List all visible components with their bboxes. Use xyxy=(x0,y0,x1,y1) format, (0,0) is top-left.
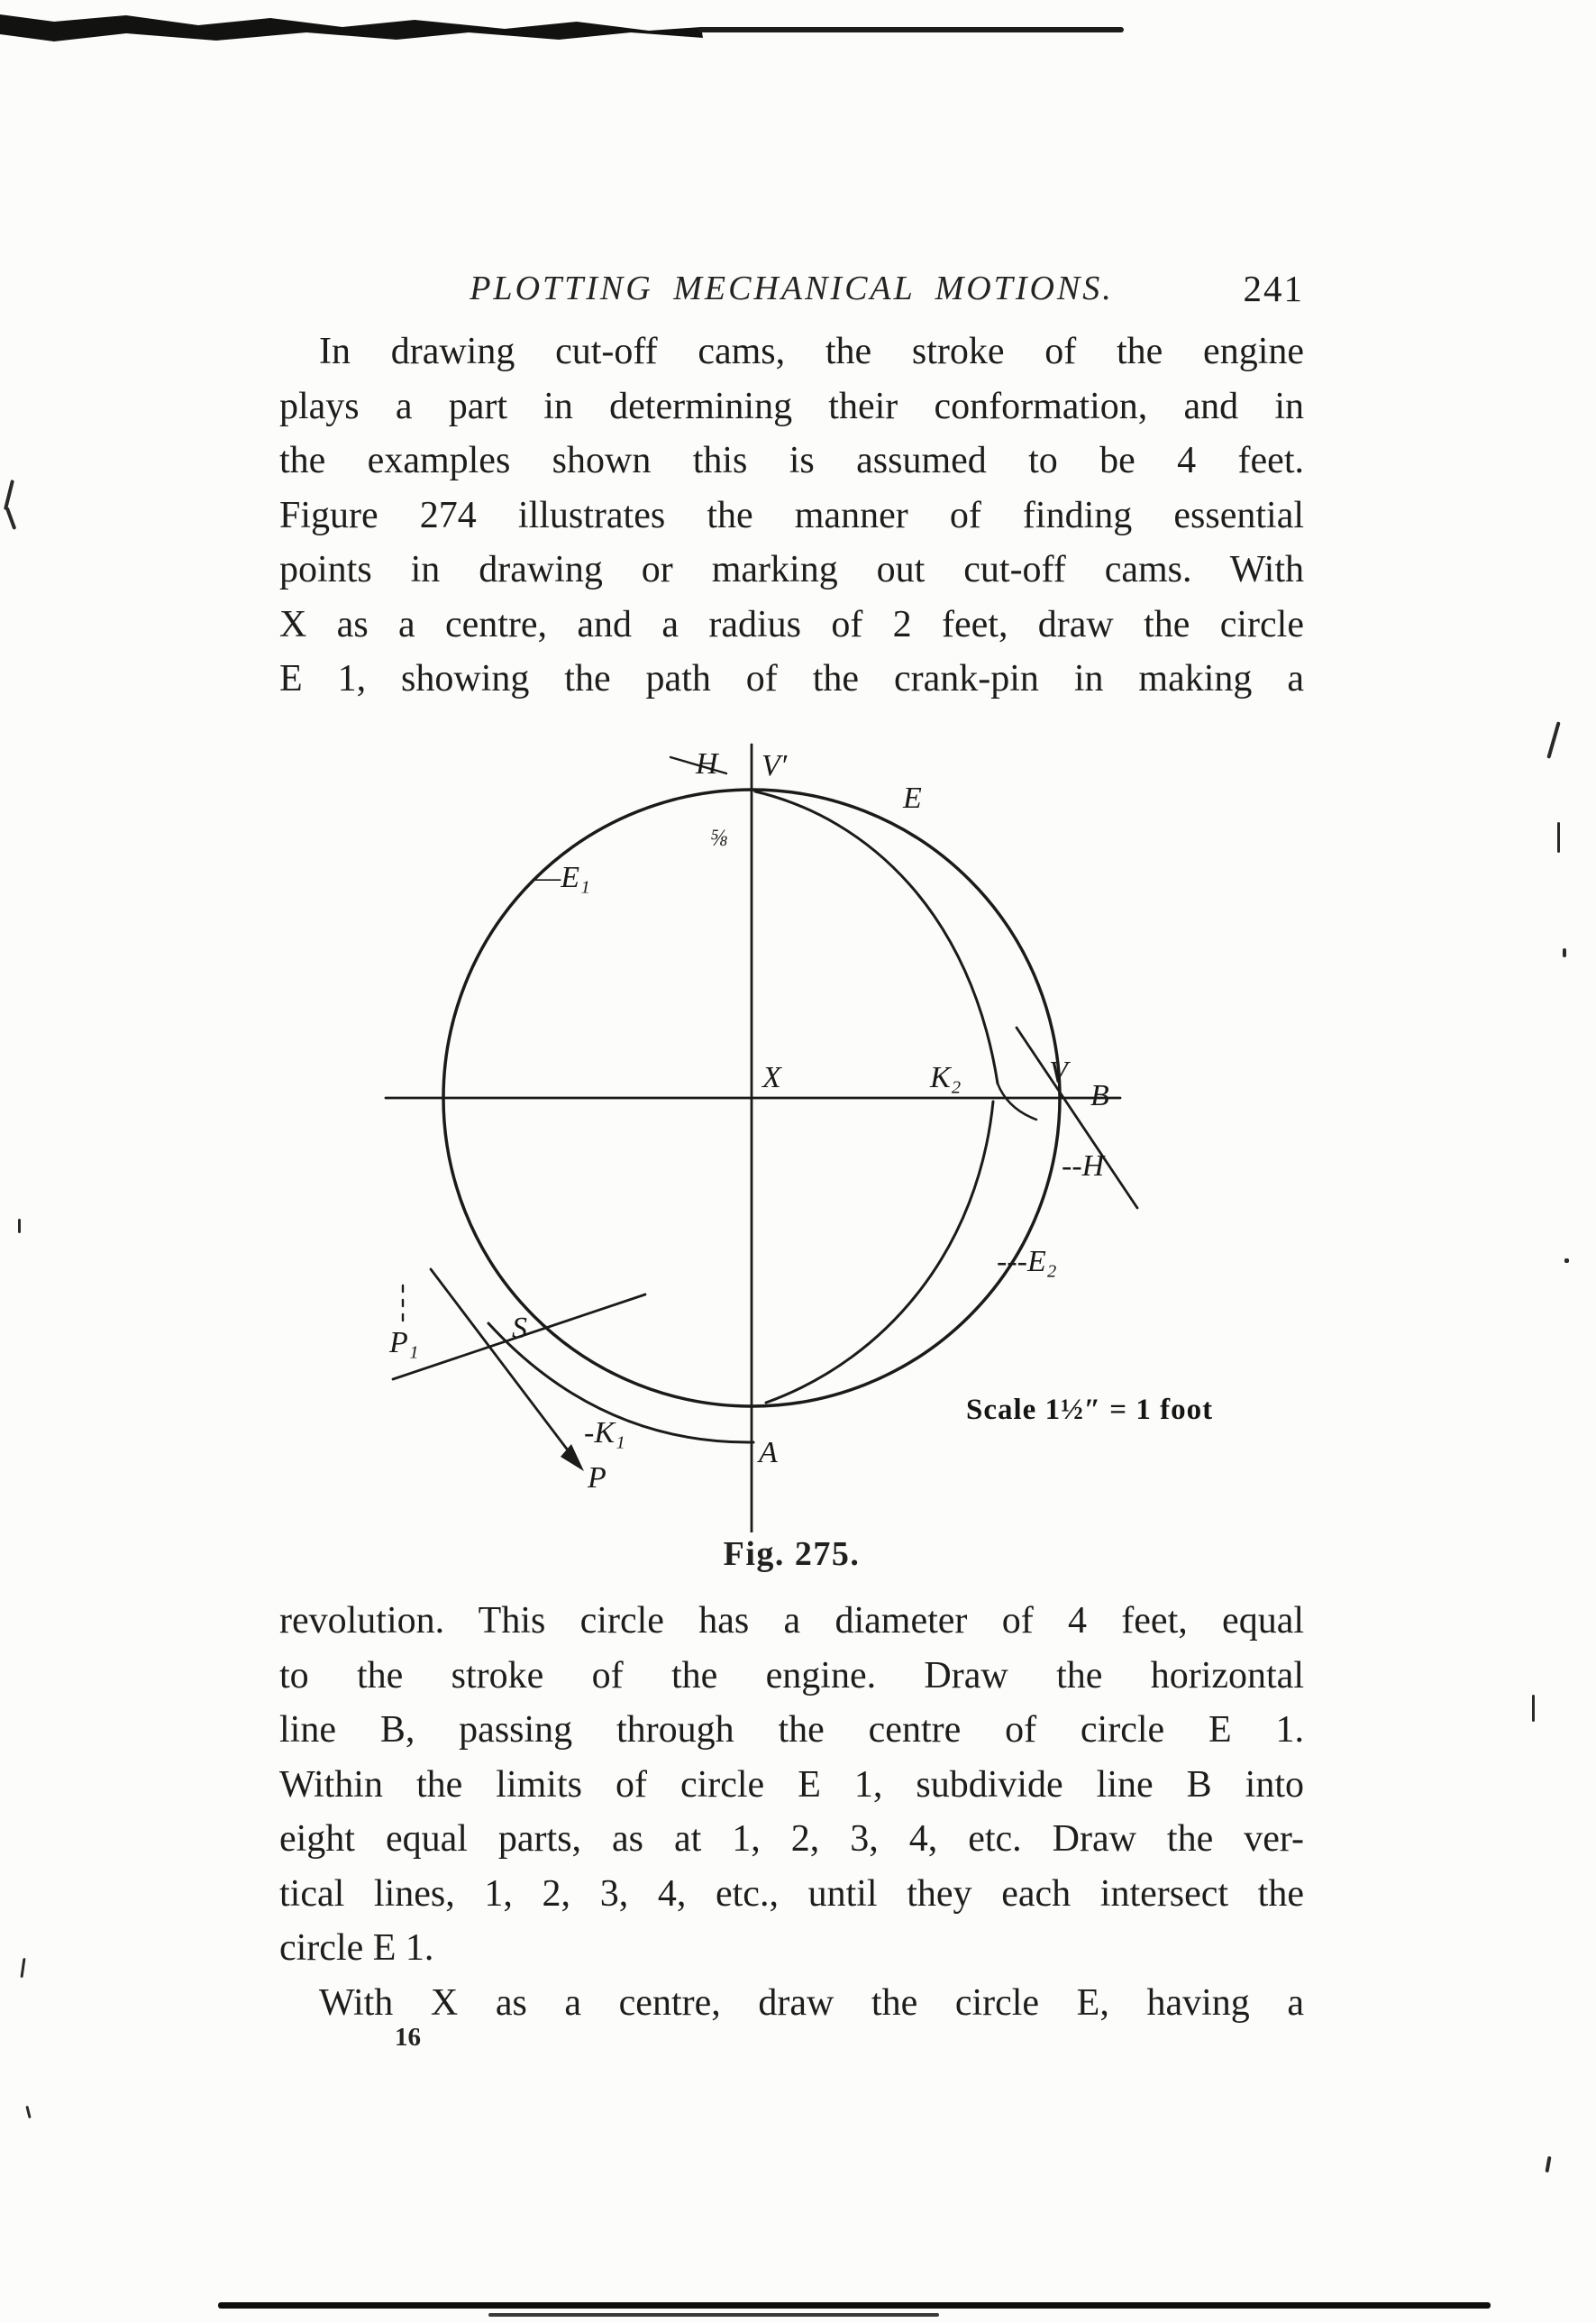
running-title: PLOTTING MECHANICAL MOTIONS. xyxy=(470,270,1114,307)
figure-275-diagram xyxy=(342,721,1289,1532)
scan-artifact-top xyxy=(0,0,1596,63)
scan-artifact-line xyxy=(488,2313,939,2317)
label-k1: -K₁ xyxy=(584,1416,625,1450)
label-v: V xyxy=(1049,1056,1068,1089)
text-line: to the stroke of the engine. Draw the horizontal xyxy=(279,1654,1304,1697)
paragraph-3 xyxy=(279,1976,1304,2031)
scan-artifact xyxy=(1545,2156,1551,2172)
cam-curve-e xyxy=(755,791,998,1084)
text-line: X as a centre, and a radius of 2 feet, draw the circle xyxy=(279,603,1304,645)
page-header xyxy=(279,269,1304,323)
scan-artifact xyxy=(25,2106,31,2118)
scan-artifact-line xyxy=(698,27,1124,32)
label-e2: ---E₂ xyxy=(997,1245,1057,1278)
text-line: Within the limits of circle E 1, subdivide line B into xyxy=(279,1763,1304,1806)
scan-artifact xyxy=(5,507,17,530)
paragraph-1 xyxy=(279,325,1304,707)
label-b: B xyxy=(1090,1079,1109,1112)
text-line: In drawing cut-off cams, the stroke of the engine xyxy=(319,331,1304,372)
figure-caption: Fig. 275. xyxy=(723,1535,861,1573)
label-s: S xyxy=(512,1312,527,1345)
text-line: points in drawing or marking out cut-off cams. With xyxy=(279,549,1304,590)
scan-artifact xyxy=(1564,1258,1569,1263)
arrowhead-p xyxy=(561,1444,584,1471)
text-line: E 1, showing the path of the crank-pin in making a xyxy=(279,658,1304,700)
label-e: E xyxy=(903,782,922,815)
label-k2: K₂ xyxy=(930,1061,962,1094)
text-line: the examples shown this is assumed to be 4 feet. xyxy=(279,440,1304,481)
text-line: eight equal parts, as at 1, 2, 3, 4, etc. Draw the ver- xyxy=(279,1818,1304,1860)
label-p: P xyxy=(588,1461,606,1495)
scan-artifact xyxy=(1532,1695,1535,1722)
signature-mark: 16 xyxy=(395,2023,421,2052)
text-line: line B, passing through the centre of circle E 1. xyxy=(279,1709,1304,1751)
cam-curve-e2 xyxy=(766,1102,993,1403)
scan-artifact xyxy=(1563,948,1566,957)
figure-scale-note: Scale 1½″ = 1 foot xyxy=(966,1394,1214,1426)
text-line: circle E 1. xyxy=(279,1927,434,1969)
scan-artifact xyxy=(1546,721,1560,758)
label-h-top: H xyxy=(696,747,718,781)
scan-artifact-line xyxy=(218,2302,1491,2309)
scan-artifact-bottom xyxy=(0,2290,1596,2323)
scan-artifact xyxy=(18,1219,21,1233)
label-a: A xyxy=(759,1436,778,1469)
label-x: X xyxy=(762,1061,781,1094)
text-line: revolution. This circle has a diameter of 4 feet, equal xyxy=(279,1600,1304,1642)
label-v-prime: V′ xyxy=(762,749,788,782)
text-line: tical lines, 1, 2, 3, 4, etc., until they each intersect the xyxy=(279,1872,1304,1915)
scan-artifact xyxy=(4,480,14,510)
scan-artifact-streak xyxy=(0,14,703,41)
scan-artifact xyxy=(20,1958,25,1978)
tangent-line-s-p xyxy=(431,1269,577,1462)
text-line: With X as a centre, draw the circle E, having a xyxy=(319,1982,1304,2024)
label-e1: —E₁ xyxy=(534,861,590,894)
label-fraction: ⅝ xyxy=(710,825,728,851)
cam-curve-e-hook-k2 xyxy=(998,1084,1036,1120)
page-number: 241 xyxy=(1243,268,1304,309)
scan-artifact xyxy=(1557,822,1560,853)
text-line: Figure 274 illustrates the manner of finding essential xyxy=(279,494,1304,536)
label-h-right: --H xyxy=(1062,1149,1105,1183)
label-p1: P₁ xyxy=(389,1326,419,1359)
text-line: plays a part in determining their conformation, and in xyxy=(279,385,1304,427)
paragraph-2 xyxy=(279,1594,1304,1976)
